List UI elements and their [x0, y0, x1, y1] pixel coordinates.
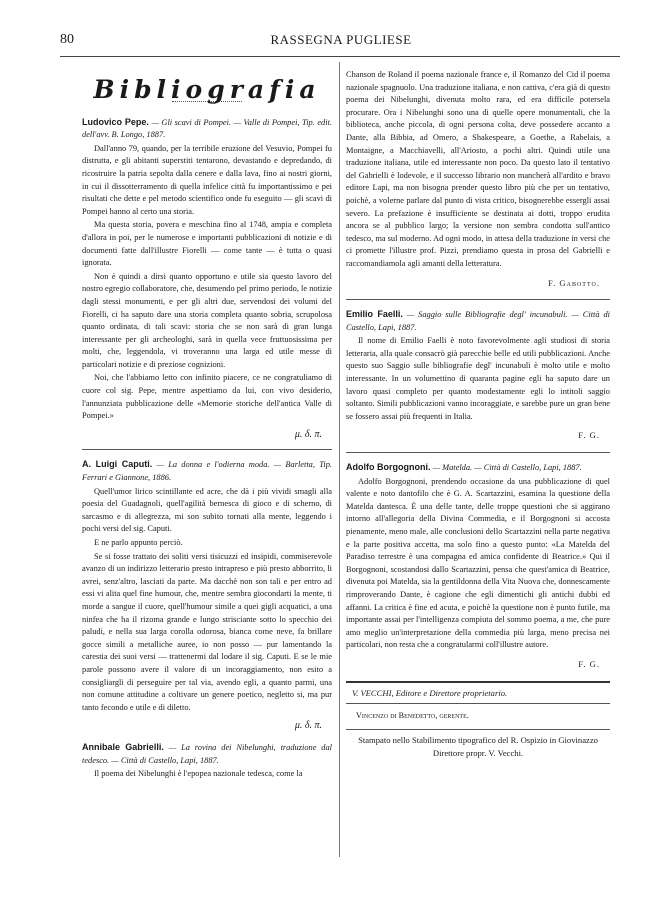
entry-borgognoni-head — [346, 461, 610, 475]
signature: F. Gabotto. — [548, 277, 600, 288]
right-column — [346, 69, 610, 760]
paragraph: Ma questa storia, povera e meschina fino al 1748, ampia e completa d'allora in poi, per le numerose e importanti pubblicazioni di notizie e di documenti fatte dall'illustre Fiorelli — come tante — è tutta o quasi ignorata. — [82, 220, 332, 268]
entry-author: Adolfo Borgognoni. — [346, 462, 431, 473]
paragraph: E ne parlo appunto perciò. — [94, 538, 183, 547]
director-line: Direttore propr. V. Vecchi. — [432, 747, 524, 758]
paragraph: Il poema dei Nibelunghi è l'epopea nazionale tedesca, come la — [94, 769, 303, 779]
running-title: RASSEGNA PUGLIESE — [270, 32, 412, 47]
entry-work: — Matelda. — Città di Castello, Lapi, 1887. — [432, 463, 582, 473]
entry-caputi-head — [82, 458, 332, 484]
signature: F. G. — [578, 430, 600, 441]
entry-author: A. Luigi Caputi. — [82, 459, 153, 470]
entry-work: — Gli scavi di Pompei. — Valle di Pompei, Tip. edit. dell'avv. B. Longo, 1887. — [82, 117, 332, 140]
entry-author: Emilio Faelli. — [346, 309, 403, 320]
divider — [346, 452, 610, 453]
page-number: 80 — [60, 32, 74, 47]
entry-pepe-head — [82, 116, 332, 142]
divider — [82, 449, 332, 450]
divider — [346, 299, 610, 300]
paragraph-continued: Chanson de Roland il poema nazionale france e, il Romanzo del Cid il poema nazionale spagnuolo. Una traduzione italiana, e non cattiva, c'era già di questo poema dei Nibelunghi, divenuta molto rara, ed era difficile potersela procurare. Ora i Nibelunghi sono una di quelle opere monumentali, che la biblioteca, anche piccola, di ogni persona colta, deve possedere accanto a Dante, alla Bibbia, ad Omero, a Shakespeare, a Goethe, a Rabelais, a Montaigne, a Macchiavelli, all'Ariosto, a pochi altri. Quindi utile una traduzione italiana, utile ed interessante non poco. Da questo lato il tentativo del Gabrielli è lodevole, e il successo librario non mancherà all'ardito e bravo editore Lapi, ma non bisogna prender questo libro più che per un tentativo, poichè, a volerne parlare dal punto di vista critico, bisognerebbe essergli assai severo. La prefazione è insufficiente se destinata ai dotti, troppo erudita ancora se al pubblico largo; la versione non sembra condotta sull'antico tedesco, ma sul moderno. Ad ogni modo, in attesa della traduzione in versi che ci promette l'illustre prof. Pizzi, prendiamo questa in prosa del Gabrielli e raccomandiamola agli amanti della letteratura. — [346, 70, 610, 268]
section-title: Bibliografia — [93, 75, 321, 104]
paragraph: Se si fosse trattato dei soliti versi tisicuzzi ed insipidi, commiserevole avanzo di un indirizzo letterario presto intrapreso e più presto abborrito, li avrei, senz'altro, lasciati da parte. Ma dacchè non son tali e per entro ad essi vi alita quel fine humour, che, mentre sembra giocondarti la mente, ti morde a sangue il cuore, quell'humour simile a quei gigli acquatici, a una ninfea che ha il rizoma grande e lungo strisciante sotto lo specchio dei paludi, e nella sua larga corolla odorosa, bianca come neve, fa brillare gocce simili a metalliche auree, io non posso — pur lamentando la carestia dei suoi versi — trattenermi dal lodare il sig. Caputi. E se le mie parole possono avere il valore di un incoraggiamento, non esito a consigliargli di perseguire per tal via, avendo egli, a quanto parmi, una non comune attitudine a coltivare un genere poetico, negletto si, ma pur tanto fecondo e utile e di diletto. — [82, 551, 332, 712]
printer-line: Stampato nello Stabilimento tipografico del R. Ospizio in Giovinazzo — [358, 734, 598, 745]
entry-author: Ludovico Pepe. — [82, 116, 149, 127]
signature: μ. δ. π. — [294, 720, 322, 732]
left-column — [82, 75, 333, 782]
entry-faelli-head — [346, 308, 610, 334]
header-rule — [60, 56, 620, 57]
entry-work: — Saggio sulle Bibliografie degl' incunabuli. — Città di Castello, Lapi, 1887. — [346, 310, 610, 332]
paragraph: Quell'umor lirico scintillante ed acre, che dà i più vividi smagli alla poesia del Guadagnoli, quell'agilità bernesca di gioco e di scherno, di sarcasmo e di allegrezza, mi son subito tornati alla mente, leggendo i pochi versi del sig. Caputi. — [82, 486, 332, 534]
paragraph: Noi, che l'abbiamo letto con infinito piacere, ce ne congratuliamo di cuore col sig. Pepe, mentre aspettiamo da lui, con vivo desiderio, l'annunziata pubblicazione delle «Memorie storiche dell'antica Valle di Pompei.» — [82, 373, 332, 421]
column-divider — [339, 62, 340, 857]
entry-work: — La donna e l'odierna moda. — Barletta, Tip. Ferrari e Giannone, 1886. — [82, 460, 332, 483]
editor-line: V. VECCHI, Editore e Direttore proprietario. — [346, 681, 610, 705]
paragraph: Non è quindi a dirsi quanto opportuno e utile sia questo lavoro del nostro egregio collaboratore, che, desumendo pel primo periodo, le notizie dagli stessi monumenti, e per gli altri due, servendosi dei volumi del Fiorelli, ci ha saputo dare una storia completa quanto sobria, scrupolosa quanto ordinata, di tali scavi: storia che se non sarà di gran lunga interessante per gli archeologhi, sarà in quella vece fruttuosissima per molti, che, leggendola, vi troveranno una larga ed utile messe di particolari notizie e di preziose cognizioni. — [82, 271, 332, 369]
printer-imprint — [346, 730, 610, 760]
gerente-line: Vincenzo di Benedetto, gerente. — [346, 704, 610, 730]
entry-work: — La rovina dei Nibelunghi, traduzione dal tedesco. — Città di Castello, Lapi, 1887. — [82, 742, 333, 765]
entry-gabrielli-head — [82, 741, 332, 767]
paragraph: Dall'anno 79, quando, per la terribile eruzione del Vesuvio, Pompei fu distrutta, e gli abitanti superstiti tentarono, devastando e depredando, di ricostruire la patria sepolta dalla cenere e dalla lava, fino ai nostri giorni, in cui il dissotterramento di quella infelice città fu importantissimo e pei risultati che dette e pel metodo scientifico onde fu eseguito — gli scavi di Pompei hanno al certo una storia. — [82, 143, 332, 216]
signature: μ. δ. π. — [294, 428, 322, 440]
paragraph: Il nome di Emilio Faelli è noto favorevolmente agli studiosi di storia letteraria, alla quale consacrò già parecchie belle ed utili pubblicazioni. Anche questo suo Saggio sulle bibliografie degl' incunabuli è molto utile e molto interessante. In un volumettino di quaranta pagine egli ha saputo dare un lavoro quasi completo per quanto modestamente egli lo intitoli saggio soltanto. Simili pubblicazioni vanno incoraggiate, e sarebbe pure un gran bene se fossero assai più frequenti in Italia. — [346, 336, 610, 421]
entry-author: Annibale Gabrielli. — [82, 741, 164, 752]
paragraph: Adolfo Borgognoni, prendendo occasione da una pubblicazione di quel valente e noto dantofilo che è G. A. Scartazzini, esamina la questione della Matelda dantesca. È una delle tante, delle troppe questioni che si aggirano intorno all'allegoria della Divina Commedia, e il Borgognoni si accosta pienamente, meno male, alle conclusioni dello Scartazzini nella parte negativa e la parte positiva accetta, ma solo fino a questo punto: «La Matelda del Paradiso terrestre è una compagna ed amica confidente di Beatrice.» Qui il Borgognoni, scostandosi dallo Scartazzini, pensa che quest'amica di Beatrice, divenuta poi Matelda, sia la gentildonna della Vita Nuova che, donnescamente rimproverando Dante, è cagione che egli dimentichi gli antichi dubbi ed affanni. La critica è fine ed acuta, e poichè la questione non è punto futile, ma importante assai per l'intelligenza compiuta del sommo poema, a me, che pure amo meglio un'interpretazione della commedia più larga, meno precisa nei particolari, non resta che a congratularmi coll'illustre autore. — [346, 476, 610, 650]
signature: F. G. — [578, 658, 600, 669]
page-header — [60, 32, 622, 52]
